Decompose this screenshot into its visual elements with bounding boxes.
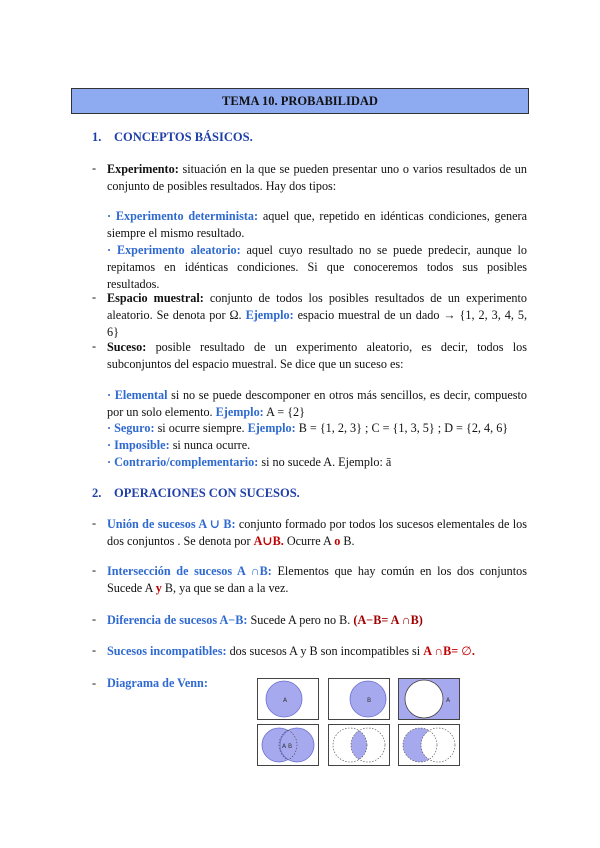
bullet-dash: -: [92, 563, 97, 577]
contrario-term: · Contrario/complementario:: [107, 455, 259, 469]
aleatorio-paragraph: [107, 242, 527, 293]
section-number: 1.: [92, 130, 102, 144]
experimento-paragraph: [107, 161, 527, 195]
espacio-ejemplo-label: Ejemplo:: [245, 308, 294, 322]
imposible-term: · Imposible:: [107, 438, 170, 452]
interseccion-y: y: [155, 581, 162, 595]
venn-diagram-union: [257, 724, 319, 766]
espacio-term: Espacio muestral:: [107, 291, 204, 305]
elemental-ejemplo-text: A = {2}: [263, 405, 305, 419]
venn-label-b: B: [367, 697, 372, 704]
venn-label-complement: A: [446, 697, 451, 704]
venn-diagram-difference: [398, 724, 460, 766]
contrario-paragraph: [107, 454, 527, 471]
empty-set-symbol: ∅: [461, 644, 472, 658]
bullet-dash: -: [92, 290, 97, 304]
section-label: CONCEPTOS BÁSICOS.: [114, 130, 253, 144]
determinista-paragraph: [107, 208, 527, 242]
elemental-term: · Elemental: [107, 388, 168, 402]
union-text: conjunto formado por todos los sucesos elementales de los dos conjuntos . Se denota por: [107, 517, 527, 548]
interseccion-text: Elementos que hay común en los dos conjuntos Sucede A: [107, 564, 527, 595]
section-label: OPERACIONES CON SUCESOS.: [114, 486, 300, 500]
section-number: 2.: [92, 486, 102, 500]
union-o: o: [334, 534, 341, 548]
venn-circle-a: [405, 680, 443, 718]
venn-diagram-a: [257, 678, 319, 720]
diferencia-text: Sucede A pero no B.: [247, 613, 354, 627]
bullet-dash: -: [92, 676, 97, 690]
experimento-term: Experimento:: [107, 162, 179, 176]
contrario-text: si no sucede A. Ejemplo: ā: [258, 455, 392, 469]
interseccion-paragraph: [107, 563, 527, 597]
union-term: Unión de sucesos A ∪ B:: [107, 517, 236, 531]
espacio-text: conjunto de todos los posibles resultados de un experimento aleatorio. Se denota por Ω.: [107, 291, 527, 322]
seguro-text: si ocurre siempre.: [154, 421, 248, 435]
interseccion-term: Intersección de sucesos A ∩B:: [107, 564, 272, 578]
incompatibles-term: Sucesos incompatibles:: [107, 644, 227, 658]
elemental-text: si no se puede descomponer en otros más sencillos, es decir, compuesto por un solo elemento.: [107, 388, 528, 419]
bullet-dash: -: [92, 339, 97, 353]
page-title: TEMA 10. PROBABILIDAD: [71, 88, 529, 114]
union-text-2: Ocurre A: [283, 534, 335, 548]
diferencia-formula: (A−B= A ∩B): [353, 613, 423, 627]
suceso-text: posible resultado de un experimento aleatorio, es decir, todos los subconjuntos del espacio muestral. Se dice que un suceso es:: [107, 340, 527, 371]
espacio-paragraph: [107, 290, 527, 341]
seguro-term: · Seguro:: [107, 421, 155, 435]
section-heading-1: [92, 130, 253, 145]
seguro-ejemplo-label: Ejemplo:: [247, 421, 296, 435]
venn-label-ab: A B: [282, 743, 293, 750]
elemental-ejemplo-label: Ejemplo:: [215, 405, 264, 419]
incompatibles-formula: A ∩B=: [423, 644, 462, 658]
section-heading-2: [92, 486, 300, 501]
bullet-dash: -: [92, 161, 97, 175]
incompatibles-paragraph: [107, 643, 527, 660]
venn-diagram-complement: [398, 678, 460, 720]
venn-label-a: A: [283, 697, 288, 704]
bullet-dash: -: [92, 643, 97, 657]
seguro-paragraph: [107, 420, 527, 437]
espacio-ejemplo-text: espacio muestral de un dado → {1, 2, 3, 4, 5, 6}: [107, 308, 527, 339]
imposible-text: si nunca ocurre.: [169, 438, 251, 452]
determinista-text: aquel que, repetido en idénticas condiciones, genera siempre el mismo resultado.: [107, 209, 527, 240]
incompatibles-dot: .: [471, 644, 475, 658]
aleatorio-term: · Experimento aleatorio:: [107, 243, 241, 257]
venn-diagram-intersection: [328, 724, 390, 766]
venn-term: Diagrama de Venn:: [107, 676, 208, 690]
diferencia-term: Diferencia de sucesos A−B:: [107, 613, 248, 627]
seguro-ejemplo-text: B = {1, 2, 3} ; C = {1, 3, 5} ; D = {2, 4, 6}: [295, 421, 509, 435]
union-paragraph: [107, 516, 527, 550]
aleatorio-text: aquel cuyo resultado no se puede predecir, aunque lo repitamos en idénticas condiciones. Si que conoceremos todos sus posibles resultados.: [107, 243, 527, 291]
interseccion-text-2: B, ya que se dan a la vez.: [161, 581, 289, 595]
experimento-text: situación en la que se pueden presentar uno o varios resultados de un conjunto de posibles resultados. Hay dos tipos:: [107, 162, 527, 193]
incompatibles-text: dos sucesos A y B son incompatibles si: [226, 644, 424, 658]
bullet-dash: -: [92, 612, 97, 626]
elemental-paragraph: [107, 387, 527, 421]
suceso-term: Suceso:: [107, 340, 147, 354]
imposible-paragraph: [107, 437, 527, 454]
union-text-3: B.: [340, 534, 355, 548]
union-symbol: A∪B.: [253, 534, 284, 548]
determinista-term: · Experimento determinista:: [107, 209, 259, 223]
diferencia-paragraph: [107, 612, 527, 629]
bullet-dash: -: [92, 516, 97, 530]
venn-label: [107, 676, 208, 691]
venn-diagram-b: [328, 678, 390, 720]
suceso-paragraph: [107, 339, 527, 373]
